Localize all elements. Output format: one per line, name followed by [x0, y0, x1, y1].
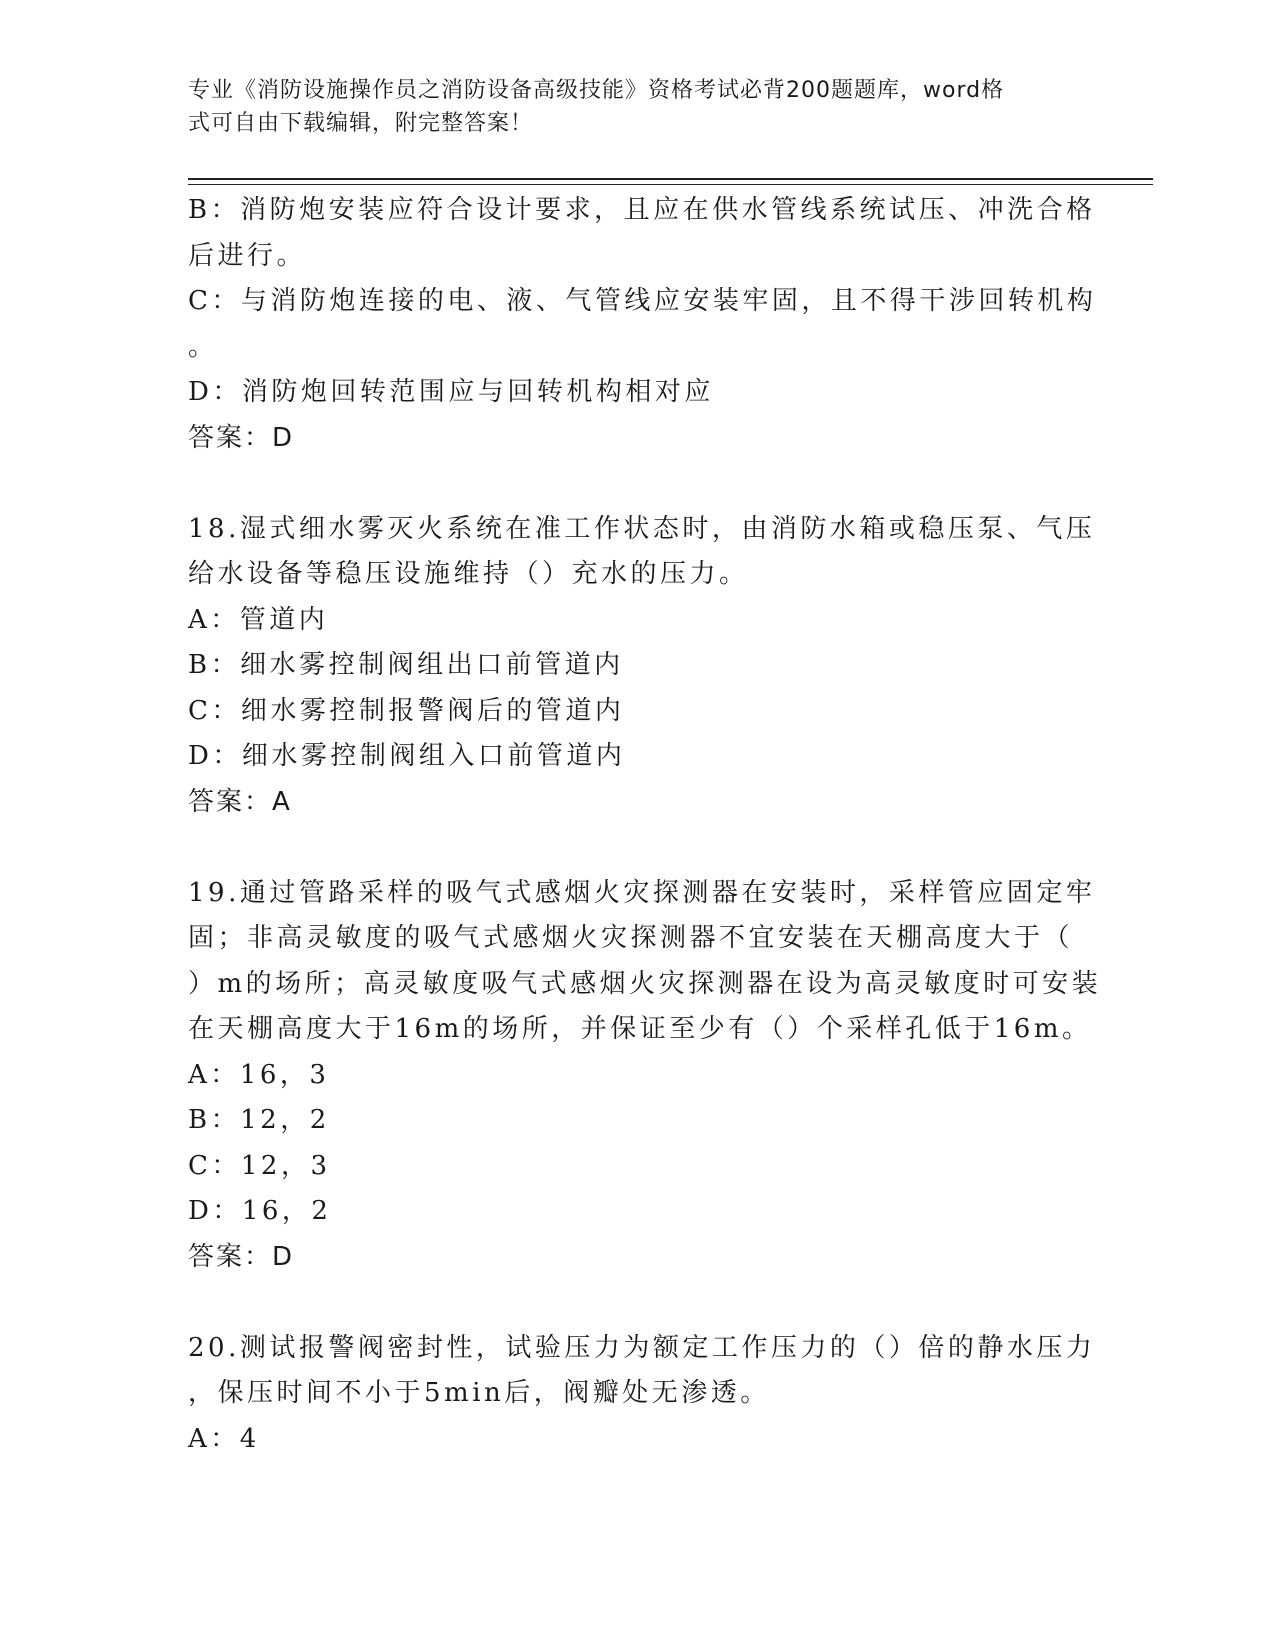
- answer-label: 答案：D: [188, 1241, 295, 1272]
- option-d: D：消防炮回转范围应与回转机构相对应: [188, 377, 714, 407]
- option-d: D：16，2: [188, 1196, 332, 1226]
- option-b: B：细水雾控制阀组出口前管道内: [188, 650, 624, 680]
- question-text-line-2: 固；非高灵敏度的吸气式感烟火灾探测器不宜安装在天棚高度大于（: [188, 923, 1074, 953]
- question-content: [188, 188, 1102, 1462]
- question-text-line-1: 19.通过管路采样的吸气式感烟火灾探测器在安装时，采样管应固定牢: [188, 877, 1096, 908]
- option-c: C：12，3: [188, 1150, 331, 1181]
- option-a: A：管道内: [188, 604, 329, 635]
- question-text-line-3: ）m的场所；高灵敏度吸气式感烟火灾探测器在设为高灵敏度时可安装: [188, 968, 1102, 999]
- header-line-2: 式可自由下载编辑，附完整答案！: [188, 111, 534, 136]
- option-c: C：细水雾控制报警阀后的管道内: [188, 695, 625, 726]
- option-c-line-2: 。: [188, 331, 218, 362]
- question-19: [188, 871, 1102, 1281]
- option-d: D：细水雾控制阀组入口前管道内: [188, 741, 626, 771]
- header-divider-thin: [188, 184, 1153, 185]
- question-text-line-4: 在天棚高度大于16m的场所，并保证至少有（）个采样孔低于16m。: [188, 1014, 1092, 1044]
- document-header: [188, 74, 1068, 140]
- question-17-tail: [188, 188, 1097, 461]
- option-a: A：4: [188, 1423, 260, 1454]
- question-text-line-1: 20.测试报警阀密封性，试验压力为额定工作压力的（）倍的静水压力: [188, 1332, 1096, 1363]
- question-18: [188, 507, 1096, 826]
- answer-label: 答案：D: [188, 422, 295, 453]
- question-text-line-2: ，保压时间不小于5min后，阀瓣处无渗透。: [188, 1378, 770, 1408]
- option-b-line-2: 后进行。: [188, 240, 307, 271]
- question-20: [188, 1326, 1096, 1463]
- header-line-1: 专业《消防设施操作员之消防设备高级技能》资格考试必背200题题库，word格: [188, 78, 1005, 103]
- option-a: A：16，3: [188, 1059, 330, 1090]
- answer-label: 答案：A: [188, 786, 292, 817]
- option-c-line-1: C：与消防炮连接的电、液、气管线应安装牢固，且不得干涉回转机构: [188, 286, 1097, 316]
- spacer: [188, 1280, 1078, 1326]
- option-b: B：12，2: [188, 1105, 330, 1135]
- spacer: [188, 825, 1078, 871]
- question-text-line-2: 给水设备等稳压设施维持（）充水的压力。: [188, 559, 749, 589]
- header-divider-thick: [188, 178, 1153, 180]
- spacer: [188, 461, 1078, 507]
- question-text-line-1: 18.湿式细水雾灭火系统在准工作状态时，由消防水箱或稳压泵、气压: [188, 513, 1096, 544]
- option-b-line-1: B：消防炮安装应符合设计要求，且应在供水管线系统试压、冲洗合格: [188, 195, 1096, 225]
